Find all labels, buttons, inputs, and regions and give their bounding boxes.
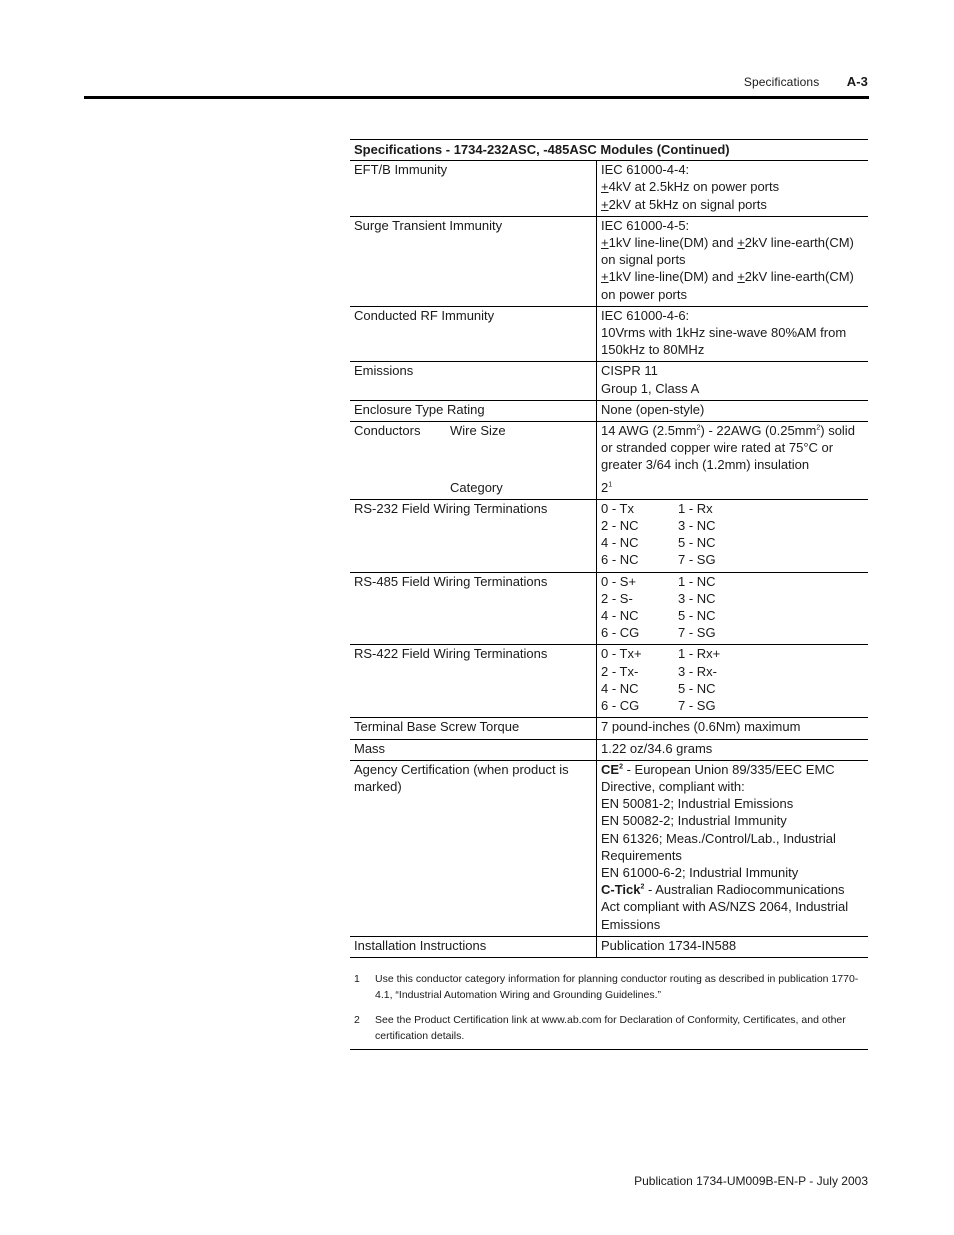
table-row-agency	[350, 760, 868, 936]
row-label: Category	[350, 479, 597, 500]
header-rule	[84, 96, 869, 99]
row-value: IEC 61000-4-4: +4kV at 2.5kHz on power ports +2kV at 5kHz on signal ports	[597, 161, 869, 217]
row-value: 0 - S+ 1 - NC 2 - S- 3 - NC 4 - NC 5 - NC 6 - CG 7 - SG	[597, 572, 869, 645]
row-label: Surge Transient Immunity	[350, 216, 597, 306]
row-label: Conducted RF Immunity	[350, 306, 597, 362]
row-label: Enclosure Type Rating	[350, 400, 597, 421]
row-label: Emissions	[350, 362, 597, 400]
table-title: Specifications - 1734-232ASC, -485ASC Modules (Continued)	[350, 140, 868, 161]
table-row-eft	[350, 161, 868, 217]
row-value: Publication 1734-IN588	[597, 936, 869, 957]
table-row-conductors-wire	[350, 422, 868, 479]
row-value: 7 pound-inches (0.6Nm) maximum	[597, 718, 869, 739]
row-label: Agency Certification (when product is marked)	[350, 760, 597, 936]
row-value: 0 - Tx 1 - Rx 2 - NC 3 - NC 4 - NC 5 - NC 6 - NC 7 - SG	[597, 499, 869, 572]
footnote: 1 Use this conductor category information for planning conductor routing as described in publication 1770-4.1, “Industrial Automation Wiring and Grounding Guidelines.”	[354, 973, 859, 1001]
table-row-install	[350, 936, 868, 957]
table-row-mass	[350, 739, 868, 760]
table-row-rs422	[350, 645, 868, 718]
publication-footer: Publication 1734-UM009B-EN-P - July 2003	[634, 1174, 868, 1188]
table-row-conductors-category	[350, 479, 868, 500]
table-row-rs485	[350, 572, 868, 645]
row-value: $CE^2$ - European Union 89/335/EEC EMC Directive, compliant with: EN 50081-2; Industrial Emissions EN 50082-2; Industrial Immunity EN 61326; Meas./Control/Lab., Industrial Requirements EN 61000-6-2; Industrial Immunity C-Tick$^2$ - Australian Radiocommunications Act compliant with AS/NZS 2064, Industrial Emissions	[597, 760, 869, 936]
section-name: Specifications	[743, 75, 820, 89]
row-value: 0 - Tx+ 1 - Rx+ 2 - Tx- 3 - Rx- 4 - NC 5 - NC 6 - CG 7 - SG	[597, 645, 869, 718]
specifications-table	[350, 139, 868, 958]
row-label: Mass	[350, 739, 597, 760]
row-value: 1.22 oz/34.6 grams	[597, 739, 869, 760]
row-label: Conductors Wire Size	[354, 423, 506, 439]
row-value: None (open-style)	[597, 400, 869, 421]
row-label: EFT/B Immunity	[350, 161, 597, 217]
table-row-surge	[350, 216, 868, 306]
row-label: RS-485 Field Wiring Terminations	[350, 572, 597, 645]
footnote: 2 See the Product Certification link at www.ab.com for Declaration of Conformity, Certificates, and other certification details.	[354, 1014, 846, 1042]
footnotes	[350, 972, 868, 1050]
row-label: Installation Instructions	[350, 936, 597, 957]
row-label: RS-232 Field Wiring Terminations	[350, 499, 597, 572]
row-value: $2^1$	[597, 479, 869, 500]
running-header	[744, 74, 868, 89]
row-label: RS-422 Field Wiring Terminations	[350, 645, 597, 718]
row-value: CISPR 11 Group 1, Class A	[597, 362, 869, 400]
row-value: IEC 61000-4-5: +1kV line-line(DM) and +2kV line-earth(CM) on signal ports +1kV line-line(DM) and +2kV line-earth(CM) on power ports	[597, 216, 869, 306]
table-row-rf	[350, 306, 868, 362]
table-row-emissions	[350, 362, 868, 400]
row-label: Terminal Base Screw Torque	[350, 718, 597, 739]
row-value: 14 AWG $(2.5mm^2) - 22AWG$ $(0.25mm^2)$ solid or stranded copper wire rated at 75°C or greater 3/64 inch (1.2mm) insulation	[597, 422, 869, 479]
table-row-torque	[350, 718, 868, 739]
table-row-rs232	[350, 499, 868, 572]
table-row-enclosure	[350, 400, 868, 421]
page-number: A-3	[846, 74, 868, 89]
row-value: IEC 61000-4-6: 10Vrms with 1kHz sine-wave 80%AM from 150kHz to 80MHz	[597, 306, 869, 362]
